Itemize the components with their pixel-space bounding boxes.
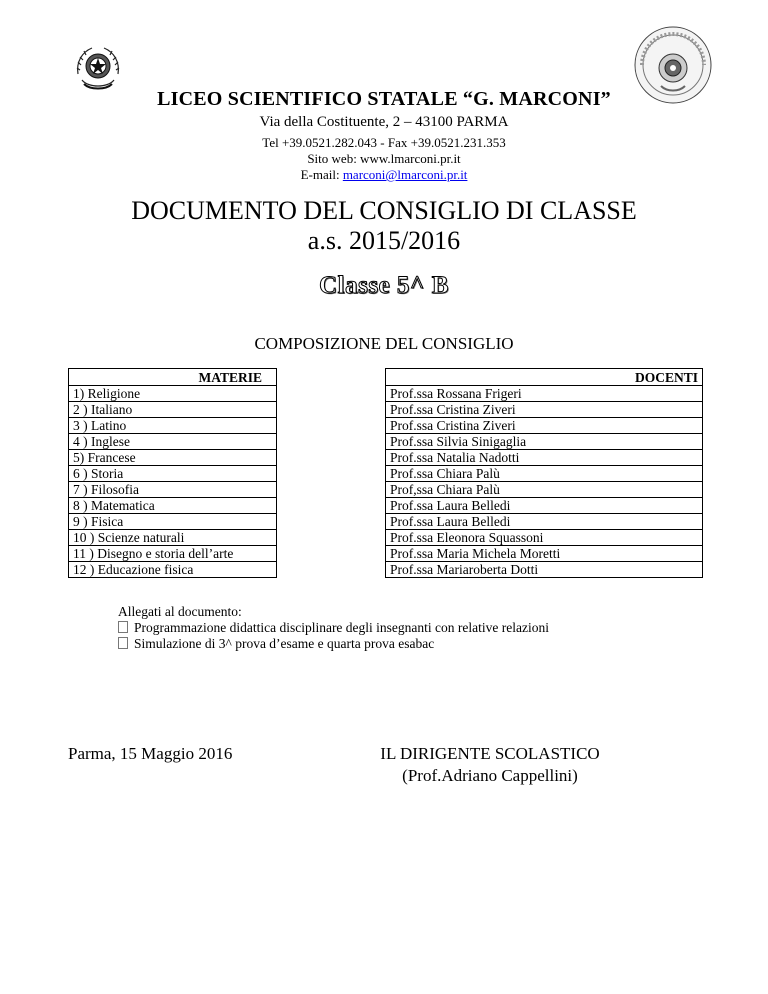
table-row bbox=[69, 546, 277, 562]
table-row bbox=[69, 402, 277, 418]
table-row bbox=[69, 386, 277, 402]
table-row bbox=[69, 482, 277, 498]
table-row bbox=[386, 418, 703, 434]
teacher-cell: Prof.ssa Rossana Frigeri bbox=[386, 386, 703, 402]
table-row bbox=[386, 466, 703, 482]
website: Sito web: www.lmarconi.pr.it bbox=[307, 151, 461, 166]
teacher-cell: Prof,ssa Chiara Palù bbox=[386, 482, 703, 498]
table-row bbox=[386, 386, 703, 402]
school-address: Via della Costituente, 2 – 43100 PARMA bbox=[259, 114, 509, 130]
table-row bbox=[69, 530, 277, 546]
attachment-item bbox=[118, 636, 549, 652]
class-label: Classe 5^ B bbox=[319, 272, 449, 299]
email-link[interactable]: marconi@lmarconi.pr.it bbox=[342, 167, 468, 182]
teacher-cell: Prof.ssa Laura Belledi bbox=[386, 498, 703, 514]
table-row bbox=[69, 450, 277, 466]
composition-title: COMPOSIZIONE DEL CONSIGLIO bbox=[254, 334, 514, 353]
table-row bbox=[69, 434, 277, 450]
table-row bbox=[386, 530, 703, 546]
teacher-cell: Prof.ssa Cristina Ziveri bbox=[386, 402, 703, 418]
table-row bbox=[69, 418, 277, 434]
teachers-header: DOCENTI bbox=[386, 369, 703, 386]
subject-cell: 1) Religione bbox=[69, 386, 277, 402]
school-year: a.s. 2015/2016 bbox=[307, 226, 461, 255]
subject-cell: 12 ) Educazione fisica bbox=[69, 562, 277, 578]
table-row bbox=[386, 546, 703, 562]
table-row bbox=[386, 450, 703, 466]
subject-cell: 5) Francese bbox=[69, 450, 277, 466]
subject-cell: 3 ) Latino bbox=[69, 418, 277, 434]
table-row bbox=[386, 402, 703, 418]
attachment-item-text: Simulazione di 3^ prova d’esame e quarta prova esabac bbox=[134, 636, 435, 651]
teacher-cell: Prof.ssa Natalia Nadotti bbox=[386, 450, 703, 466]
table-row bbox=[69, 466, 277, 482]
subject-cell: 6 ) Storia bbox=[69, 466, 277, 482]
table-row bbox=[386, 514, 703, 530]
subject-cell: 2 ) Italiano bbox=[69, 402, 277, 418]
teacher-cell: Prof.ssa Maria Michela Moretti bbox=[386, 546, 703, 562]
signatory-title: IL DIRIGENTE SCOLASTICO bbox=[380, 744, 600, 763]
table-row bbox=[386, 482, 703, 498]
teacher-cell: Prof.ssa Cristina Ziveri bbox=[386, 418, 703, 434]
subject-cell: 7 ) Filosofia bbox=[69, 482, 277, 498]
subject-cell: 11 ) Disegno e storia dell’arte bbox=[69, 546, 277, 562]
table-row bbox=[69, 514, 277, 530]
email-line bbox=[0, 167, 768, 183]
teacher-cell: Prof.ssa Laura Belledi bbox=[386, 514, 703, 530]
table-row bbox=[386, 562, 703, 578]
table-row bbox=[69, 498, 277, 514]
email-label: E-mail: bbox=[300, 167, 343, 182]
table-row bbox=[69, 562, 277, 578]
teachers-table bbox=[385, 368, 703, 578]
attachments-section bbox=[118, 604, 549, 652]
table-row bbox=[386, 434, 703, 450]
attachments-label: Allegati al documento: bbox=[118, 604, 242, 619]
document-title: DOCUMENTO DEL CONSIGLIO DI CLASSE bbox=[131, 196, 637, 225]
table-row bbox=[386, 498, 703, 514]
subject-cell: 9 ) Fisica bbox=[69, 514, 277, 530]
teacher-cell: Prof.ssa Mariaroberta Dotti bbox=[386, 562, 703, 578]
school-name: LICEO SCIENTIFICO STATALE “G. MARCONI” bbox=[157, 88, 611, 110]
teacher-cell: Prof.ssa Eleonora Squassoni bbox=[386, 530, 703, 546]
subject-cell: 10 ) Scienze naturali bbox=[69, 530, 277, 546]
teacher-cell: Prof.ssa Chiara Palù bbox=[386, 466, 703, 482]
subjects-header: MATERIE bbox=[69, 369, 277, 386]
checkbox-icon bbox=[118, 621, 128, 633]
subject-cell: 8 ) Matematica bbox=[69, 498, 277, 514]
teacher-cell: Prof.ssa Silvia Sinigaglia bbox=[386, 434, 703, 450]
attachment-item bbox=[118, 620, 549, 636]
phone-fax: Tel +39.0521.282.043 - Fax +39.0521.231.353 bbox=[262, 135, 506, 150]
place-date: Parma, 15 Maggio 2016 bbox=[68, 744, 233, 763]
subjects-table bbox=[68, 368, 277, 578]
signatory-name: (Prof.Adriano Cappellini) bbox=[402, 766, 578, 785]
attachment-item-text: Programmazione didattica disciplinare degli insegnanti con relative relazioni bbox=[134, 620, 549, 635]
subject-cell: 4 ) Inglese bbox=[69, 434, 277, 450]
checkbox-icon bbox=[118, 637, 128, 649]
